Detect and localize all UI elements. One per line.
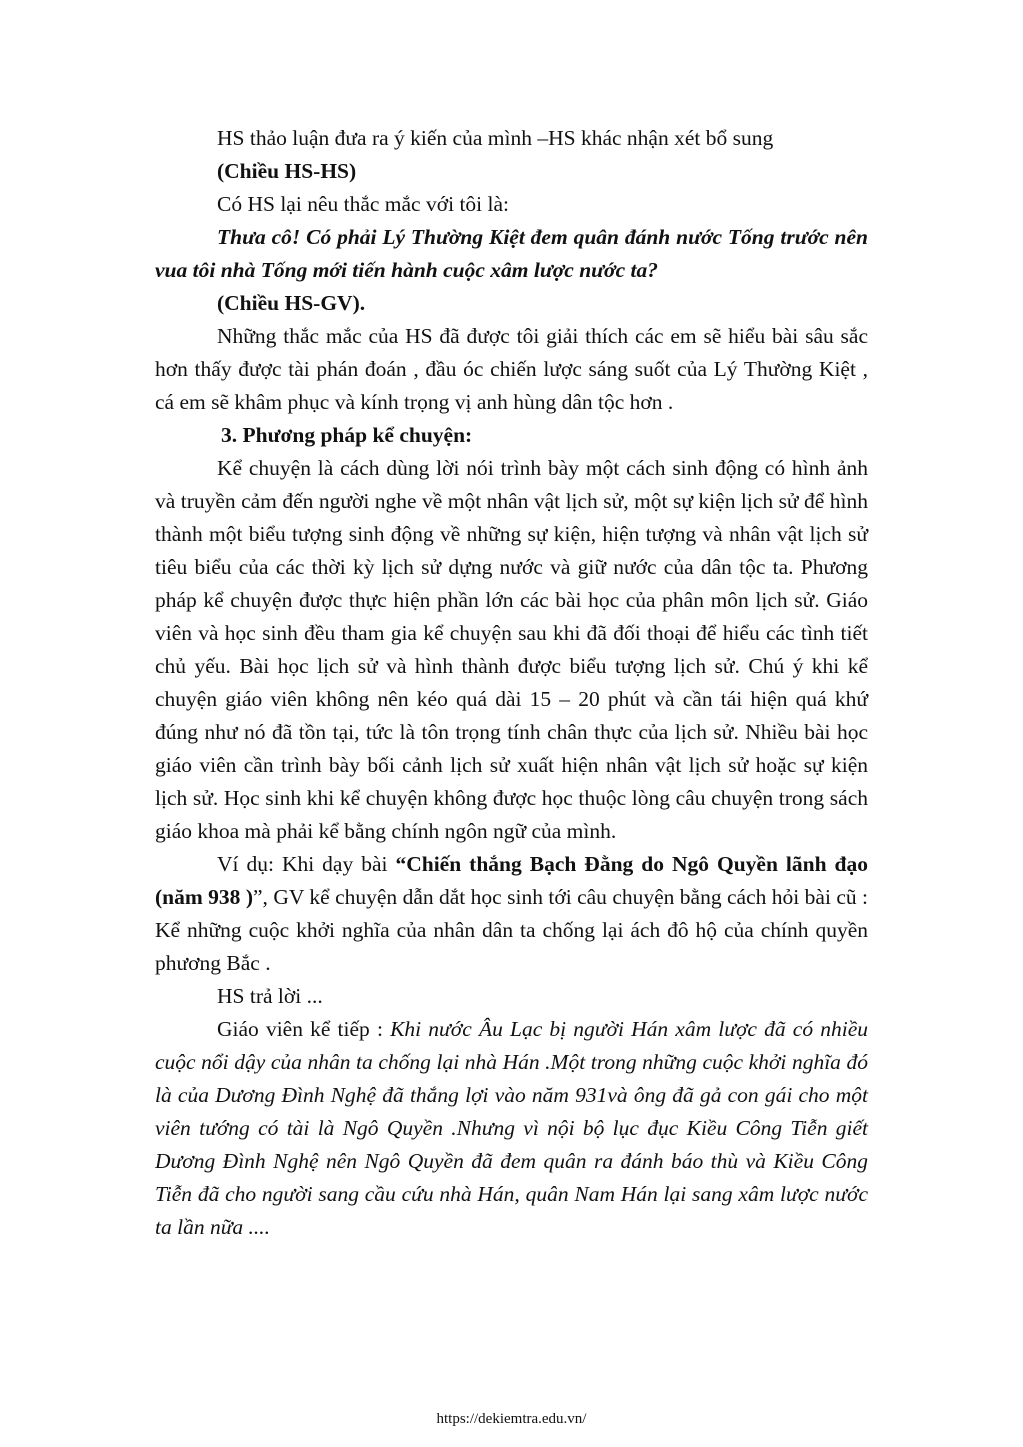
section-heading-storytelling: 3. Phương pháp kể chuyện:: [221, 423, 473, 447]
teacher-story-lead: Giáo viên kể tiếp :: [217, 1017, 391, 1041]
teacher-story-text: Khi nước Âu Lạc bị người Hán xâm lược đã có nhiều cuộc nổi dậy của nhân ta chống lại nhà Hán .Một trong những cuộc khởi nghĩa đó là của Dương Đình Nghệ đã thắng lợi vào năm 931và ông đã gả con gái cho một viên tướng có tài là Ngô Quyền .Nhưng vì nội bộ lục đục Kiều Công Tiễn giết Dương Đình Nghệ nên Ngô Quyền đã đem quân ra đánh báo thù và Kiều Công Tiễn đã cho người sang cầu cứu nhà Hán, quân Nam Hán lại sang xâm lược nước ta lần nữa ....: [155, 1017, 868, 1239]
paragraph-question-intro: Có HS lại nêu thắc mắc với tôi là:: [217, 192, 510, 216]
example-rest-text: ”, GV kể chuyện dẫn dắt học sinh tới câu chuyện bằng cách hỏi bài cũ : Kể những cuộc khởi nghĩa của nhân dân ta chống lại ách đô hộ của chính quyền phương Bắc .: [155, 885, 868, 975]
example-lead-text: Ví dụ: Khi dạy bài: [217, 852, 396, 876]
label-direction-hs-gv: (Chiều HS-GV).: [217, 291, 366, 315]
paragraph-teacher-story: [155, 1013, 868, 1244]
quote-student-question: Thưa cô! Có phải Lý Thường Kiệt đem quân đánh nước Tống trước nên vua tôi nhà Tống mới tiến hành cuộc xâm lược nước ta?: [155, 225, 868, 282]
paragraph-discussion: HS thảo luận đưa ra ý kiến của mình –HS khác nhận xét bổ sung: [217, 126, 774, 150]
label-direction-hs-hs: (Chiều HS-HS): [217, 159, 357, 183]
example-lesson-title: “Chiến thắng Bạch Đằng do Ngô Quyền lãnh đạo (năm 938 ): [155, 852, 868, 909]
paragraph-example: [155, 848, 868, 980]
footer-url: https://dekiemtra.edu.vn/: [436, 1411, 587, 1427]
document-body: [155, 122, 868, 1244]
paragraph-explanation: Những thắc mắc của HS đã được tôi giải thích các em sẽ hiểu bài sâu sắc hơn thấy được tài phán đoán , đầu óc chiến lược sáng suốt của Lý Thường Kiệt , cá em sẽ khâm phục và kính trọng vị anh hùng dân tộc hơn .: [155, 324, 868, 414]
paragraph-storytelling-method: Kể chuyện là cách dùng lời nói trình bày một cách sinh động có hình ảnh và truyền cảm đến người nghe về một nhân vật lịch sử, một sự kiện lịch sử để hình thành một biểu tượng sinh động về những sự kiện, hiện tượng và nhân vật lịch sử tiêu biểu của các thời kỳ lịch sử dựng nước và giữ nước của dân tộc ta. Phương pháp kể chuyện được thực hiện phần lớn các bài học của phân môn lịch sử. Giáo viên và học sinh đều tham gia kể chuyện sau khi đã đối thoại để hiểu các tình tiết chủ yếu. Bài học lịch sử và hình thành được biểu tượng lịch sử. Chú ý khi kể chuyện giáo viên không nên kéo quá dài 15 – 20 phút và cần tái hiện quá khứ đúng như nó đã tồn tại, tức là tôn trọng tính chân thực của lịch sử. Nhiều bài học giáo viên cần trình bày bối cảnh lịch sử xuất hiện nhân vật lịch sử hoặc sự kiện lịch sử. Học sinh khi kể chuyện không được học thuộc lòng câu chuyện trong sách giáo khoa mà phải kể bằng chính ngôn ngữ của mình.: [155, 456, 868, 843]
paragraph-student-answer: HS trả lời ...: [217, 984, 323, 1008]
